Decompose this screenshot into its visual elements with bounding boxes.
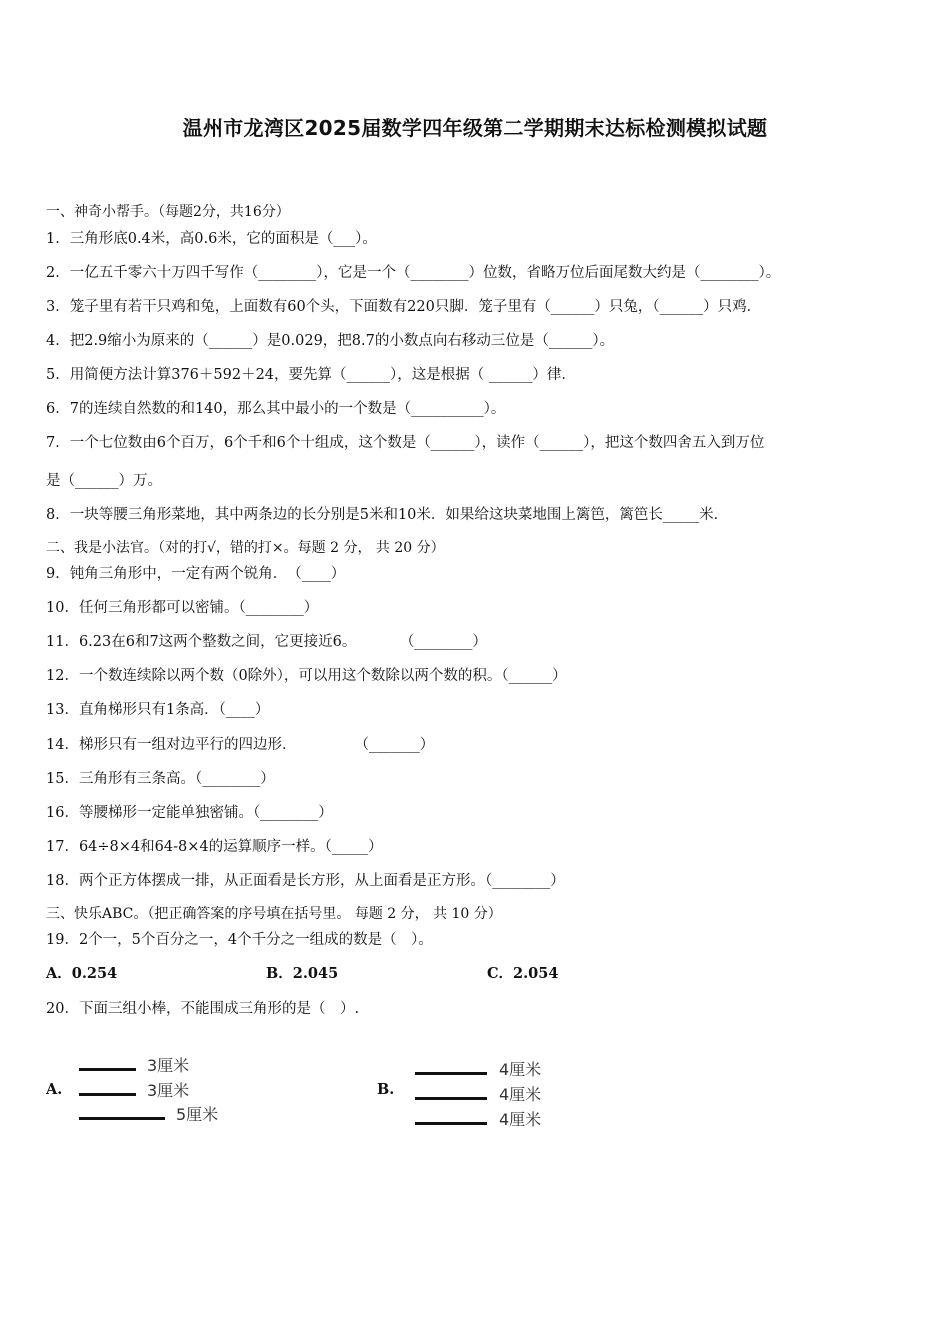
stick-b1: [415, 1072, 487, 1075]
stick-a3-length: 5厘米: [176, 1105, 219, 1124]
question-15: 15．三角形有三条高。（________）: [46, 771, 275, 787]
stick-b2: [415, 1097, 487, 1100]
question-12: 12．一个数连续除以两个数（0除外），可以用这个数除以两个数的积。（______）: [46, 668, 567, 684]
stick-b3: [415, 1122, 487, 1125]
q20-option-a-label: A.: [46, 1081, 63, 1098]
q19-option-b: B．2.045: [266, 965, 339, 982]
question-4: 4．把2.9缩小为原来的（______）是0.029，把8.7的小数点向右移动三位是（______）。: [46, 333, 615, 349]
stick-b2-length: 4厘米: [499, 1085, 542, 1104]
question-1: 1．三角形底0.4米，高0.6米，它的面积是（___）。: [46, 231, 377, 247]
question-13: 13．直角梯形只有1条高．（____）: [46, 702, 270, 718]
question-9: 9．钝角三角形中，一定有两个锐角． （____）: [46, 566, 346, 582]
question-17: 17．64÷8×4和64-8×4的运算顺序一样。（_____）: [46, 839, 383, 855]
question-20: 20．下面三组小棒，不能围成三角形的是（ ）.: [46, 1001, 360, 1017]
question-16: 16．等腰梯形一定能单独密铺。（________）: [46, 805, 333, 821]
stick-a2-length: 3厘米: [147, 1081, 190, 1100]
stick-b3-length: 4厘米: [499, 1110, 542, 1129]
question-7-line-1: 7．一个七位数由6个百万，6个千和6个十组成，这个数是（______），读作（______），把这个数四舍五入到万位: [46, 435, 765, 451]
question-18: 18．两个正方体摆成一排，从正面看是长方形，从上面看是正方形。（________）: [46, 873, 565, 889]
q20-option-b-label: B.: [377, 1081, 395, 1098]
question-19: 19．2个一，5个百分之一，4个千分之一组成的数是（ ）。: [46, 932, 433, 948]
question-8: 8．一块等腰三角形菜地，其中两条边的长分别是5米和10米．如果给这块菜地围上篱笆，篱笆长_____米．: [46, 507, 729, 523]
section-2-heading: 二、我是小法官。（对的打√，错的打×。每题 2 分， 共 20 分）: [46, 540, 445, 556]
stick-a1: [79, 1068, 136, 1071]
question-11: 11．6.23在6和7这两个整数之间，它更接近6。 （________）: [46, 634, 487, 650]
question-7-line-2: 是（______）万。: [46, 473, 162, 489]
page-title: 温州市龙湾区2025届数学四年级第二学期期末达标检测模拟试题: [182, 116, 768, 140]
question-14: 14．梯形只有一组对边平行的四边形． （_______）: [46, 737, 435, 753]
question-10: 10．任何三角形都可以密铺。（________）: [46, 600, 319, 616]
stick-b1-length: 4厘米: [499, 1060, 542, 1079]
section-3-heading: 三、快乐ABC。（把正确答案的序号填在括号里。 每题 2 分， 共 10 分）: [46, 906, 502, 922]
question-5: 5．用简便方法计算376＋592＋24，要先算（______），这是根据（ ______）律．: [46, 367, 576, 383]
stick-a3: [79, 1117, 165, 1120]
stick-a2: [79, 1093, 136, 1096]
question-2: 2．一亿五千零六十万四千写作（________），它是一个（________）位数，省略万位后面尾数大约是（________）。: [46, 265, 781, 281]
stick-a1-length: 3厘米: [147, 1056, 190, 1075]
q19-option-a: A．0.254: [46, 965, 118, 982]
section-1-heading: 一、神奇小帮手。（每题2分，共16分）: [46, 204, 290, 220]
q19-option-c: C．2.054: [487, 965, 559, 982]
question-6: 6．7的连续自然数的和140，那么其中最小的一个数是（__________）。: [46, 401, 506, 417]
question-3: 3．笼子里有若干只鸡和兔，上面数有60个头，下面数有220只脚．笼子里有（______）只兔，（______）只鸡．: [46, 299, 762, 315]
